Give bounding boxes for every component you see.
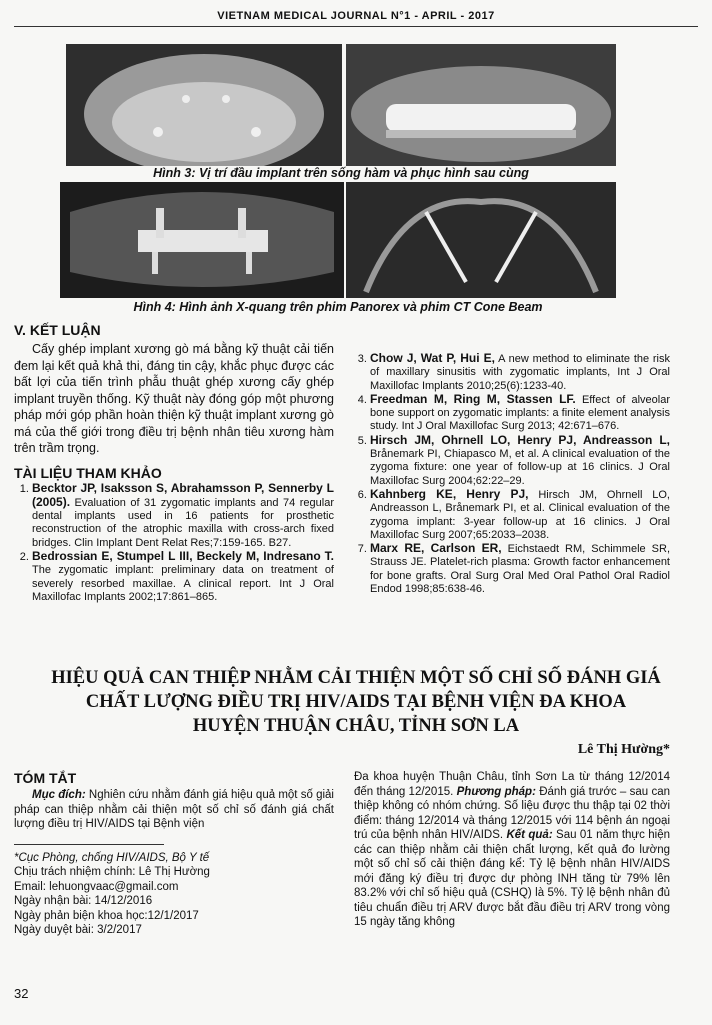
article-title-line1: HIỆU QUẢ CAN THIỆP NHẰM CẢI THIỆN MỘT SỐ CHỈ SỐ ĐÁNH GIÁ bbox=[51, 668, 661, 688]
journal-header: VIETNAM MEDICAL JOURNAL N°1 - APRIL - 2017 bbox=[217, 10, 495, 22]
article-title-line3: HUYỆN THUẬN CHÂU, TỈNH SƠN LA bbox=[192, 716, 520, 736]
reference-text: The zygomatic implant: preliminary data on treatment of severely resorbed maxillae. A clinical report. Int J Oral Maxillofac Implants 2002;17:861–865. bbox=[32, 564, 334, 603]
reference-authors: Bedrossian E, Stumpel L III, Beckely M, Indresano T. bbox=[32, 548, 334, 563]
footnote-reviewed: Ngày phản biện khoa học:12/1/2017 bbox=[14, 909, 199, 922]
reference-item bbox=[370, 488, 670, 542]
aim-text: Nghiên cứu nhằm đánh giá hiệu quả một số giải pháp can thiệp nhằm cải thiện một số chỉ số đánh giá chất lượng điều trị HIV/AIDS tại Bệnh viện bbox=[14, 789, 334, 830]
footnote-approved: Ngày duyệt bài: 3/2/2017 bbox=[14, 924, 142, 936]
abstract-text-1: Đa khoa huyện Thuận Châu, tỉnh Sơn La từ tháng 12/2014 đến tháng 12/2015. bbox=[354, 771, 670, 798]
reference-item bbox=[370, 542, 670, 596]
reference-authors: Freedman M, Ring M, Stassen LF. bbox=[370, 391, 576, 406]
reference-text: Effect of alveolar bone support on zygomatic implants: a finite element analysis study. Int J Oral Maxillofac Surg 2013; 42:671–676. bbox=[370, 393, 670, 433]
abstract-text-3: Sau 01 năm thực hiện các can thiệp nhằm cải thiện chất lượng, kết quả đo lường một số chỉ số cải thiện đáng kể: Tỷ lệ bệnh nhân HIV/AIDS mới đăng ký điều trị được dự phòng INH tăng từ 79% lên 83.2% với chỉ số hiệu quả (CSHQ) là 5%. Tỷ lệ bệnh nhân đủ tiêu chuẩn điều trị ARV được bắt đầu điều trị ARV trong vòng 15 ngày tăng không bbox=[354, 829, 671, 928]
left-column bbox=[14, 322, 334, 604]
figure4-caption: Hình 4: Hình ảnh X-quang trên phim Panorex và phim CT Cone Beam bbox=[133, 300, 543, 314]
footnote-affiliation: *Cục Phòng, chống HIV/AIDS, Bộ Y tế bbox=[14, 851, 210, 864]
footnote-responsible: Chịu trách nhiệm chính: Lê Thị Hường bbox=[14, 866, 210, 878]
reference-text: Hirsch JM, Ohrnell LO, Andreasson L, Brånemark PI, et al. Clinical evaluation of the zygoma implant: 3-year follow-up at 16 clinics. J Oral Maxillofac Surg 2007;65:2033–2038. bbox=[370, 488, 670, 541]
aim-label: Mục đích: bbox=[32, 789, 86, 801]
footnote-rule bbox=[14, 844, 164, 845]
article-author: Lê Thị Hường* bbox=[577, 742, 670, 757]
reference-item bbox=[32, 482, 334, 550]
reference-item bbox=[370, 434, 670, 488]
reference-text: Brånemark PI, Chiapasco M, et al. A clinical evaluation of the zygoma fixture: one year of follow-up at 16 clinics. J Oral Maxillofac Surg 2004;62:22–29. bbox=[370, 448, 670, 487]
reference-authors: Kahnberg KE, Henry PJ, bbox=[370, 486, 529, 501]
header-rule bbox=[14, 26, 698, 27]
article-title-line2: CHẤT LƯỢNG ĐIỀU TRỊ HIV/AIDS TẠI BỆNH VIỆN ĐA KHOA bbox=[85, 692, 627, 712]
references-list-right bbox=[352, 352, 670, 596]
footnote-email: Email: lehuongvaac@gmail.com bbox=[14, 880, 179, 893]
figure4-xray-left bbox=[60, 182, 344, 298]
abstract-heading: TÓM TẮT bbox=[14, 770, 77, 786]
conclusion-heading: V. KẾT LUẬN bbox=[14, 322, 101, 338]
abstract-aim bbox=[14, 788, 334, 832]
reference-authors: Hirsch JM, Ohrnell LO, Henry PJ, Andreasson L, bbox=[370, 432, 670, 447]
figure3-caption: Hình 3: Vị trí đầu implant trên sống hàm và phục hình sau cùng bbox=[153, 166, 529, 180]
reference-authors: Becktor JP, Isaksson S, Abrahamsson P, Sennerby L (2005). bbox=[32, 480, 334, 509]
figure3-photo-left bbox=[66, 44, 342, 166]
reference-text: Evaluation of 31 zygomatic implants and 74 regular dental implants used in 16 patients for prosthetic reconstruction of the atrophic maxilla with cross-arch fixed bridges. Clin Implant Dent Relat Res;7:159-165. B27. bbox=[32, 496, 334, 549]
reference-item bbox=[370, 393, 670, 434]
page-number: 32 bbox=[14, 986, 29, 1001]
reference-item bbox=[32, 550, 334, 604]
figure4-ct-right bbox=[346, 182, 616, 298]
conclusion-text: Cấy ghép implant xương gò má bằng kỹ thuật cải tiến đem lại kết quả khả thi, đáng tin cậy, khắc phục được các bất lợi của tiến trình phẫu thuật ghép xương cấy ghép implant truyền thống. Kỹ thuật này đóng góp một phương pháp mới góp phần hoàn thiện kỹ thuật implant xương gò má của thế giới trong điều trị bệnh nhân tiêu xương hàm trên trầm trọng. bbox=[14, 342, 334, 455]
right-column bbox=[352, 352, 670, 596]
references-list-left bbox=[14, 482, 334, 605]
abstract-left bbox=[14, 770, 334, 938]
result-label: Kết quả: bbox=[506, 829, 553, 841]
references-heading: TÀI LIỆU THAM KHẢO bbox=[14, 464, 162, 481]
reference-authors: Chow J, Wat P, Hui E, bbox=[370, 351, 495, 365]
abstract-text-2: Đánh giá trước – sau can thiệp không có nhóm chứng. Số liệu được thu thập tại 02 thời điểm: tháng 12/2014 và tháng 12/2015 với 114 bệnh án ngoại trú của bệnh nhân HIV/AIDS. bbox=[354, 785, 670, 841]
reference-authors: Marx RE, Carlson ER, bbox=[370, 541, 502, 556]
reference-text: A new method to eliminate the risk of maxillary sinusitis with zygomatic implants, Int J Oral Maxillofac Implants 2010;25(6):1233-40. bbox=[370, 353, 670, 392]
abstract-right bbox=[354, 770, 670, 930]
article-title bbox=[20, 666, 692, 738]
reference-text: Eichstaedt RM, Schimmele SR, Strauss JE. Platelet-rich plasma: Growth factor enhancement for bone grafts. Oral Surg Oral Med Oral Pathol Oral Radiol Endod 1998;85:638-46. bbox=[370, 543, 671, 596]
footnote-received: Ngày nhận bài: 14/12/2016 bbox=[14, 895, 153, 907]
figure3-photo-right bbox=[346, 44, 616, 166]
reference-item bbox=[370, 352, 670, 393]
method-label: Phương pháp: bbox=[456, 785, 536, 798]
